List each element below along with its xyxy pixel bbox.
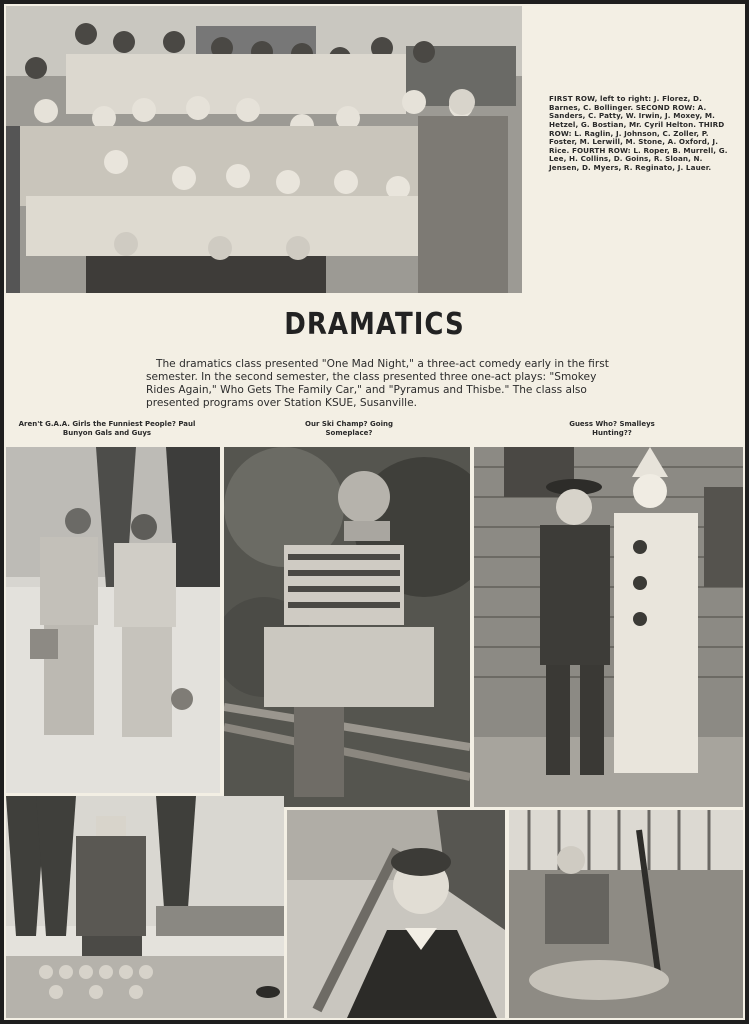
hunting-photo: [509, 810, 743, 1018]
page-title: DRAMATICS: [284, 307, 465, 343]
skier-portrait-photo: [287, 810, 505, 1018]
smalleys-photo: [474, 447, 743, 807]
smalleys-caption: Guess Who? Smalleys Hunting??: [569, 420, 655, 437]
gaa-girls-photo: [6, 447, 220, 793]
paul-bunyon-photo: [6, 796, 284, 1018]
gaa-caption: Aren't G.A.A. Girls the Funniest People? Paul Bunyon Gals and Guys: [18, 420, 196, 437]
group-photo: [6, 6, 522, 293]
yearbook-page: [4, 4, 745, 1020]
intro-paragraph: The dramatics class presented "One Mad Night," a three-act comedy early in the first semester. In the second semester, the class presented three one-act plays: "Smokey Rides Again," Who Gets The Family Car," and "Pyramus and Thisbe." The class also presented programs over Station KSUE, Susanville.: [146, 357, 609, 410]
ski-caption: Our Ski Champ? Going Someplace?: [305, 420, 393, 437]
ski-champ-photo: [224, 447, 470, 807]
group-photo-caption: FIRST ROW, left to right: J. Florez, D. Barnes, C. Bollinger. SECOND ROW: A. Sanders, C. Patty, W. Irwin, J. Moxey, M. Hetzel, G. Bostian, Mr. Cyril Helton. THIRD ROW: L. Raglin, J. Johnson, C. Zoller, P. Foster, M. Lerwill, M. Stone, A. Oxford, J. Rice. FOURTH ROW: L. Roper, B. Murrell, G. Lee, H. Collins, D. Goins, R. Sloan, N. Jensen, D. Myers, R. Reginato, J. Lauer.: [549, 94, 728, 172]
